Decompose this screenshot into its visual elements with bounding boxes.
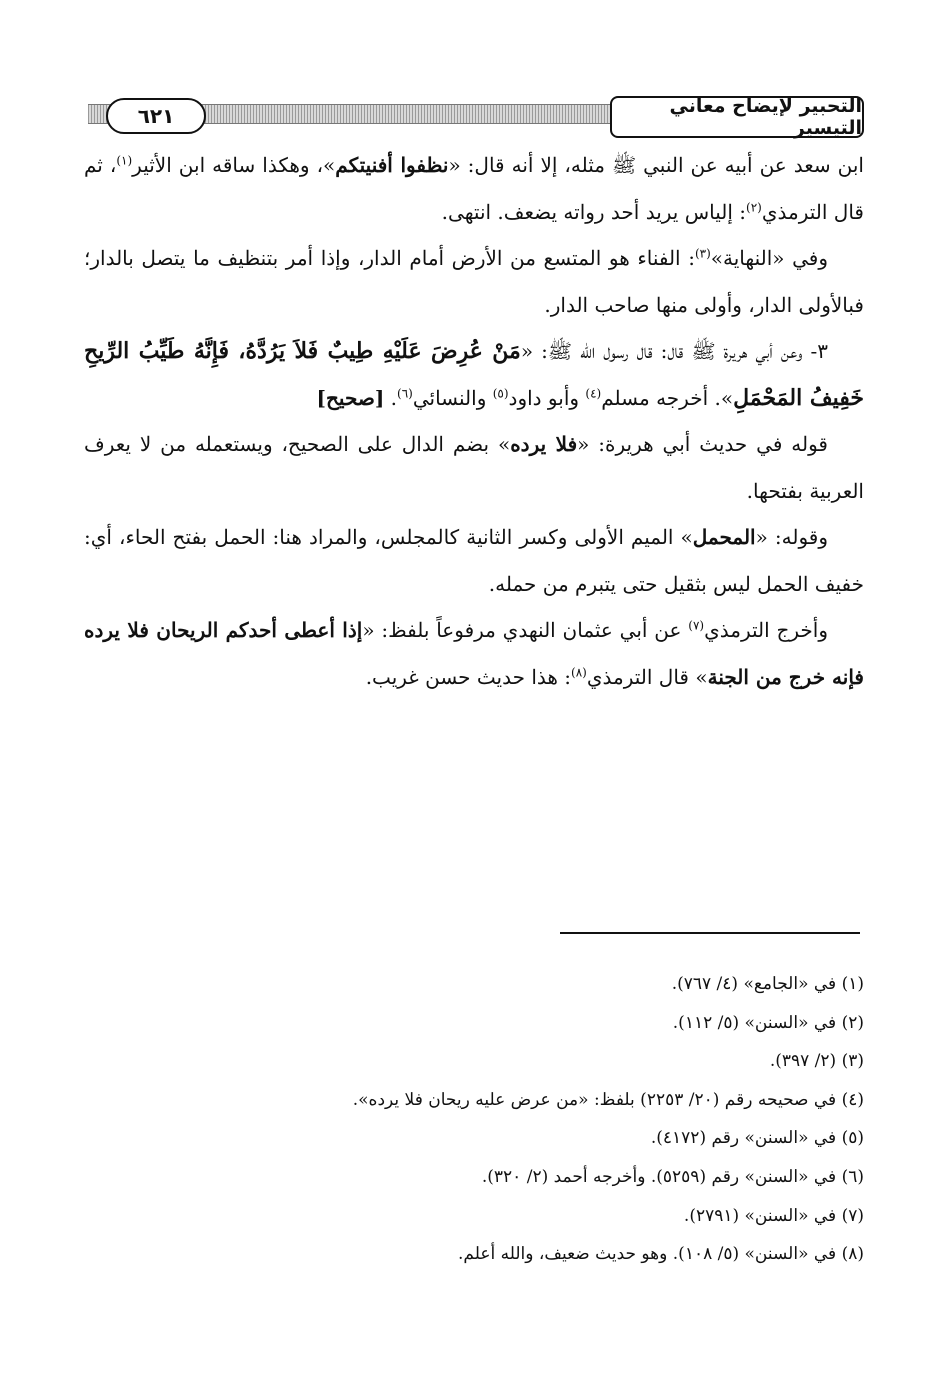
paragraph-2: وفي «النهاية»$^{(٣)}$: الفناء هو المتسع من الأرض أمام الدار، وإذا أمر بتنظيف ما يتصل بالدار؛ فبالأولى الدار، وأولى منها صاحب الدار. (84, 246, 864, 317)
footnote-8: (٨) في «السنن» (٥/ ١٠٨). وهو حديث ضعيف، والله أعلم. (458, 1244, 864, 1265)
quoted-word: فلا يرده (510, 432, 578, 456)
grading-label: [صحيح] (316, 385, 385, 410)
footnote-7: (٧) في «السنن» (٢٧٩١). (683, 1205, 864, 1226)
footnote-3: (٣) (٢/ ٣٩٧). (769, 1051, 864, 1072)
footnotes (84, 965, 864, 1274)
footnote-2: (٢) في «السنن» (٥/ ١١٢). (672, 1012, 864, 1033)
footnote-ref: (٤) (585, 385, 602, 400)
footnote-ref: (٨) (571, 664, 587, 679)
hadith-text: مَنْ عُرِضَ عَلَيْهِ طِيبٌ فَلاَ يَرُدَّهُ، فَإِنَّهُ طَيِّبُ الرِّيحِ خَفِيفُ المَحْمَلِ (84, 338, 864, 411)
quoted-hadith-text: نظفوا أفنيتكم (335, 153, 449, 177)
footnote-1: (١) في «الجامع» (٤/ ٧٦٧). (671, 974, 864, 994)
footnote-ref: (٢) (746, 199, 762, 214)
paragraph-3: ٣- وعن أبي هريرة ﷺ قال: قال رسول الله ﷺ: «مَنْ عُرِضَ عَلَيْهِ طِيبٌ فَلاَ يَرُدَّهُ، فَإِنَّهُ طَيِّبُ الرِّيحِ خَفِيفُ المَحْمَلِ». أخرجه مسلم$^{(٤)}$ وأبو داود$^{(٥)}$ والنسائي$^{(٦)}$. [صحيح] (84, 338, 864, 411)
page-number: ٦٢١ (106, 98, 206, 134)
page-header (88, 95, 864, 139)
paragraph-4: قوله في حديث أبي هريرة: «فلا يرده» بضم الدال على الصحيح، ويستعمله من لا يعرف العربية بفتحها. (84, 432, 864, 503)
footnote-4: (٤) في صحيحه رقم (٢٠/ ٢٢٥٣) بلفظ: «من عرض عليه ريحان فلا يرده». (352, 1089, 864, 1110)
footnote-5: (٥) في «السنن» رقم (٤١٧٢). (650, 1128, 864, 1149)
footnote-ref: (٣) (694, 246, 711, 261)
footnote-separator (560, 932, 860, 934)
footnote-ref: (٥) (492, 385, 509, 400)
main-text (84, 142, 864, 700)
book-title: التحبير لإيضاح معاني التيسير (610, 96, 864, 138)
paragraph-1: ابن سعد عن أبيه عن النبي ﷺ مثله، إلا أنه قال: «نظفوا أفنيتكم»، وهكذا ساقه ابن الأثير$^{(١)}$، ثم قال الترمذي$^{(٢)}$: إلياس يريد أحد رواته يضعف. انتهى. (84, 153, 864, 224)
footnote-ref: (٦) (397, 385, 413, 400)
footnote-ref: (٧) (688, 618, 705, 633)
quoted-hadith-text: إذا أعطى أحدكم الريحان فلا يرده فإنه خرج من الجنة (84, 618, 864, 689)
paragraph-6: وأخرج الترمذي$^{(٧)}$ عن أبي عثمان النهدي مرفوعاً بلفظ: «إذا أعطى أحدكم الريحان فلا يرده فإنه خرج من الجنة» قال الترمذي$^{(٨)}$: هذا حديث حسن غريب. (84, 618, 864, 689)
quoted-word: المحمل (692, 525, 756, 549)
footnote-ref: (١) (116, 153, 133, 168)
footnote-6: (٦) في «السنن» رقم (٥٢٥٩). وأخرجه أحمد (٢/ ٣٢٠). (481, 1166, 864, 1187)
paragraph-5: وقوله: «المحمل» الميم الأولى وكسر الثانية كالمجلس، والمراد هنا: الحمل بفتح الحاء، أي: خفيف الحمل ليس بثقيل حتى يتبرم من حمله. (84, 525, 864, 596)
